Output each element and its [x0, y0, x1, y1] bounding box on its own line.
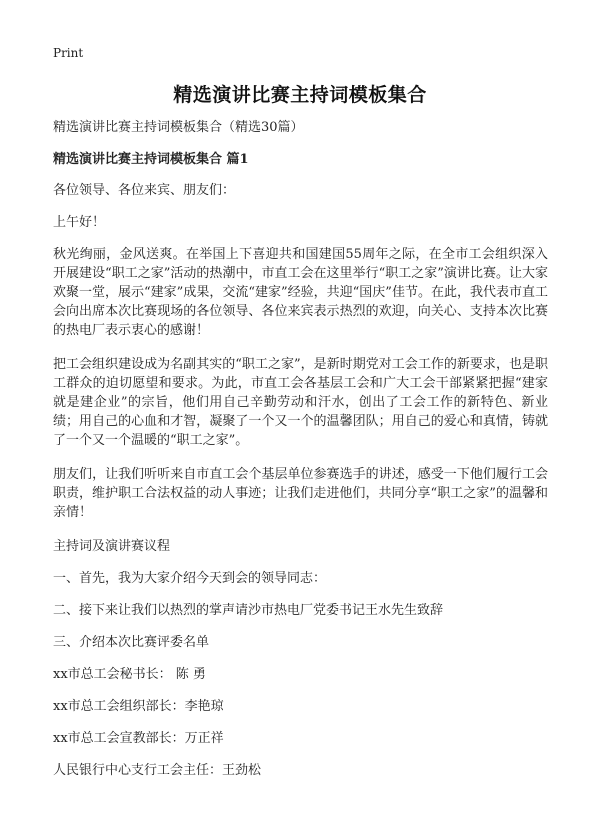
agenda-item: 二、接下来让我们以热烈的掌声请沙市热电厂党委书记王水先生致辞 — [53, 603, 444, 618]
judge-entry: xx市总工会秘书长： 陈 勇 — [53, 667, 206, 682]
print-link[interactable]: Print — [53, 46, 84, 60]
judge-entry: 人民银行中心支行工会主任：王劲松 — [53, 763, 262, 778]
agenda-item: 一、首先，我为大家介绍今天到会的领导同志： — [53, 571, 327, 586]
document-subtitle: 精选演讲比赛主持词模板集合（精选30篇） — [53, 120, 304, 135]
paragraph: 朋友们，让我们听听来自市直工会个基层单位参赛选手的讲述，感受一下他们履行工会职责，维护职工合法权益的动人事迹；让我们走进他们，共同分享“职工之家”的温馨和亲情！ — [53, 467, 548, 520]
judge-entry: xx市总工会宣教部长：万正祥 — [53, 731, 224, 746]
paragraph: 秋光绚丽，金风送爽。在举国上下喜迎共和国建国55周年之际，在全市工会组织深入开展建设“职工之家”活动的热潮中，市直工会在这里举行“职工之家”演讲比赛。让大家欢聚一堂，展示“建家”成果，交流“建家”经验，共迎“国庆”佳节。在此，我代表市直工会向出席本次比赛现场的各位领导、各位来宾表示热烈的欢迎，向关心、支持本次比赛的热电厂表示衷心的感谢！ — [53, 247, 548, 338]
judge-entry: xx市总工会组织部长：李艳琼 — [53, 699, 224, 714]
morning-greeting: 上午好！ — [53, 215, 106, 230]
greeting-line: 各位领导、各位来宾、朋友们： — [53, 183, 236, 198]
agenda-item: 三、介绍本次比赛评委名单 — [53, 635, 210, 650]
paragraph: 把工会组织建设成为名副其实的“职工之家”，是新时期党对工会工作的新要求，也是职工群众的迫切愿望和要求。为此，市直工会各基层工会和广大工会干部紧紧把握“建家就是建企业”的宗旨，他们用自己辛勤劳动和汗水，创出了工会工作的新特色、新业绩；用自己的心血和才智，凝聚了一个又一个的温馨团队；用自己的爱心和真情，铸就了一个又一个温暖的“职工之家”。 — [53, 357, 548, 448]
agenda-title: 主持词及演讲赛议程 — [53, 539, 171, 554]
document-body — [53, 118, 548, 793]
section-heading: 精选演讲比赛主持词模板集合 篇1 — [53, 152, 249, 167]
document-title: 精选演讲比赛主持词模板集合 — [173, 84, 427, 106]
